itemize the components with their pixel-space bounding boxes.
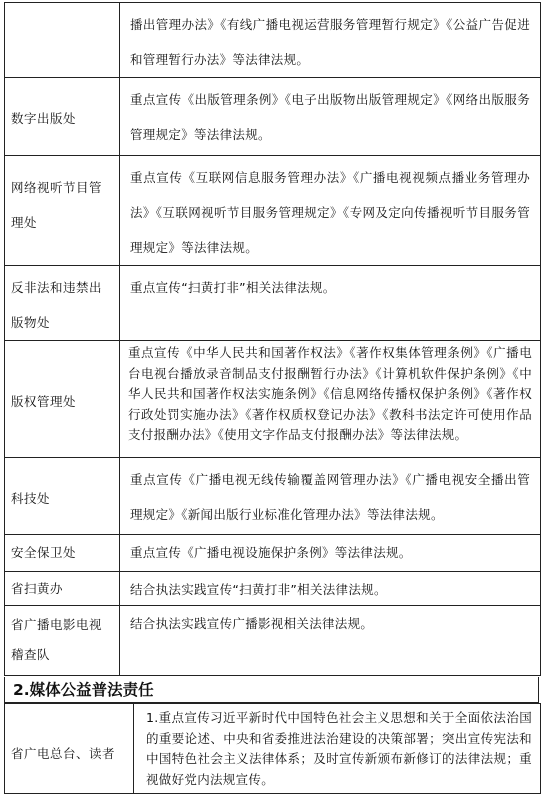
dept-cell xyxy=(5,3,120,78)
desc-cell: 播出管理办法》《有线广播电视运营服务管理暂行规定》《公益广告促进和管理暂行办法》等法律法规。 xyxy=(120,3,541,78)
table-row xyxy=(5,341,541,458)
dept-cell: 网络视听节目管理处 xyxy=(5,156,120,266)
dept-cell: 版权管理处 xyxy=(5,341,120,458)
table-row xyxy=(5,572,541,606)
table-row xyxy=(5,535,541,572)
dept-cell: 省广播电影电视稽查队 xyxy=(5,606,120,676)
duty-table xyxy=(4,703,541,794)
desc-cell: 结合执法实践宣传“扫黄打非”相关法律法规。 xyxy=(120,572,541,606)
dept-cell: 数字出版处 xyxy=(5,78,120,156)
table-row xyxy=(5,266,541,341)
desc-cell: 重点宣传《出版管理条例》《电子出版物出版管理规定》《网络出版服务管理规定》等法律法规。 xyxy=(120,78,541,156)
dept-cell: 反非法和违禁出版物处 xyxy=(5,266,120,341)
section-heading: 2.媒体公益普法责任 xyxy=(4,677,539,703)
responsibility-table xyxy=(4,2,541,676)
table-row xyxy=(5,606,541,676)
dept-cell: 安全保卫处 xyxy=(5,535,120,572)
desc-cell: 重点宣传《互联网信息服务管理办法》《广播电视视频点播业务管理办法》《互联网视听节目服务管理规定》《专网及定向传播视听节目服务管理规定》等法律法规。 xyxy=(120,156,541,266)
table-row xyxy=(5,704,541,794)
table-row xyxy=(5,3,541,78)
desc-cell: 重点宣传“扫黄打非”相关法律法规。 xyxy=(120,266,541,341)
dept-cell: 省广电总台、读者 xyxy=(5,704,134,794)
table-row xyxy=(5,156,541,266)
table-row xyxy=(5,78,541,156)
desc-cell: 结合执法实践宣传广播影视相关法律法规。 xyxy=(120,606,541,676)
table-row xyxy=(5,458,541,535)
desc-cell: 重点宣传《广播电视无线传输覆盖网管理办法》《广播电视安全播出管理规定》《新闻出版行业标准化管理办法》等法律法规。 xyxy=(120,458,541,535)
desc-cell: 重点宣传《中华人民共和国著作权法》《著作权集体管理条例》《广播电台电视台播放录音制品支付报酬暂行办法》《计算机软件保护条例》《中华人民共和国著作权法实施条例》《信息网络传播权保护条例》《著作权行政处罚实施办法》《著作权质权登记办法》《教科书法定许可使用作品支付报酬办法》《使用文字作品支付报酬办法》等法律法规。 xyxy=(120,341,541,458)
desc-cell: 1.重点宣传习近平新时代中国特色社会主义思想和关于全面依法治国的重要论述、中央和省委推进法治建设的决策部署；突出宣传宪法和中国特色社会主义法律体系；及时宣传新颁布新修订的法律法规；重视做好党内法规宣传。 xyxy=(134,704,541,794)
dept-cell: 科技处 xyxy=(5,458,120,535)
dept-cell: 省扫黄办 xyxy=(5,572,120,606)
desc-cell: 重点宣传《广播电视设施保护条例》等法律法规。 xyxy=(120,535,541,572)
